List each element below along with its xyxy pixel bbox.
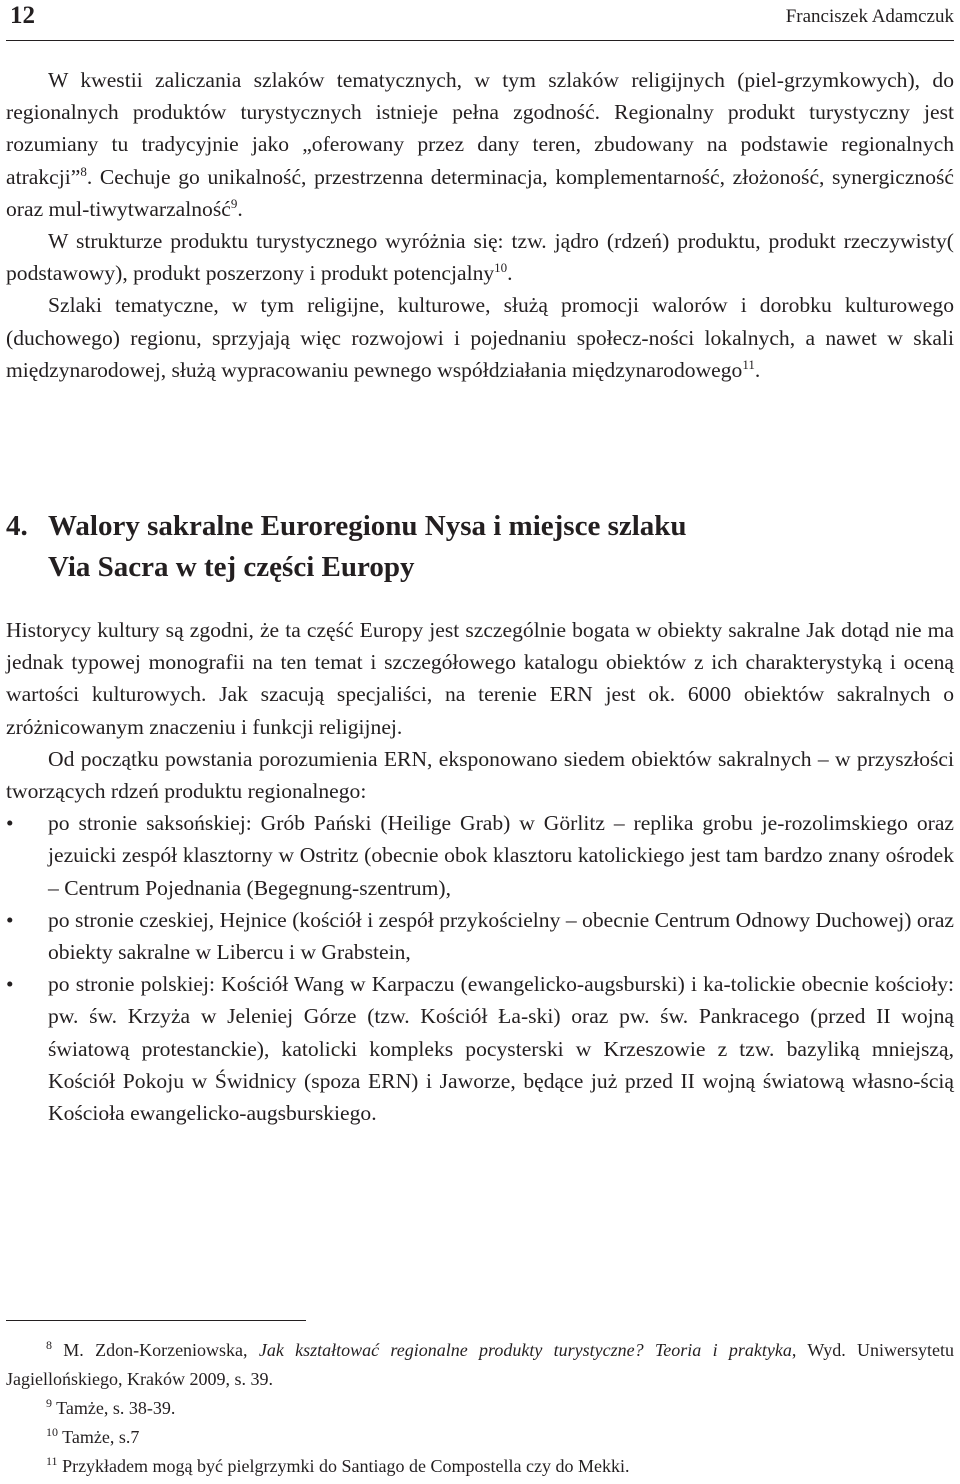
footnote-ref-11[interactable]: 11: [742, 356, 755, 372]
section-number: 4.: [6, 510, 28, 542]
page-header: [6, 0, 954, 41]
footnote-ref-9[interactable]: 9: [230, 195, 238, 211]
section-heading: [6, 506, 954, 588]
list-item: • po stronie czeskiej, Hejnice (kościół i zespół przykościelny – obecnie Centrum Odnowy Duchowej) oraz obiekty sakralne w Libercu i w Grabstein,: [6, 904, 954, 968]
footnote-book-title: Jak kształtować regionalne produkty turystyczne? Teoria i praktyka: [258, 1340, 792, 1360]
list-item: • po stronie polskiej: Kościół Wang w Karpaczu (ewangelicko-augsburski) i ka-tolickie obecnie kościoły: pw. św. Krzyża w Jeleniej Górze (tzw. Kościół Ła-ski) oraz pw. św. Pankracego (przed II wojną światową protestanckie), katolicki kompleks pocysterski w Krzeszowie z tzw. bazyliką mniejszą, Kościół Pokoju w Świdnicy (spoza ERN) i Jaworze, będące już przed II wojną światową własno-ścią Kościoła ewangelicko-augsburskiego.: [6, 968, 954, 1129]
list-item: • po stronie saksońskiej: Grób Pański (Heilige Grab) w Görlitz – replika grobu je-rozolimskiego oraz jezuicki zespół klasztorny w Ostritz (obecnie obok klasztoru katolickiego jest tam bardzo znany ośrodek – Centrum Pojednania (Begegnung-szentrum),: [6, 807, 954, 904]
bullet-list: [6, 807, 954, 1129]
paragraph-product-structure: W strukturze produktu turystycznego wyróżnia się: tzw. jądro (rdzeń) produktu, produkt rzeczywisty( podstawowy), produkt poszerzony i produkt potencjalny$^{10}$.: [6, 229, 954, 286]
paragraph-historians: Historycy kultury są zgodni, że ta część Europy jest szczególnie bogata w obiekty sakralne Jak dotąd nie ma jednak typowej monografii na ten temat i szczegółowego katalogu obiektów z ich charakterystyką i oceną wartości kulturowych. Jak szacują specjaliści, na terenie ERN jest ok. 6000 obiektów sakralnych o zróżnicowanym znaczeniu i funkcji religijnej.: [6, 618, 954, 739]
footnote-8: $^8$ M. Zdon-Korzeniowska, Jak kształtować regionalne produkty turystyczne? Teoria i praktyka, Wyd. Uniwersytetu Jagiellońskiego, Kraków 2009, s. 39.: [6, 1338, 954, 1389]
section-title-line1: Walory sakralne Euroregionu Nysa i miejsce szlaku: [48, 510, 687, 542]
paragraph-thematic-trails: Szlaki tematyczne, w tym religijne, kulturowe, służą promocji walorów i dorobku kulturowego (duchowego) regionu, sprzyjają więc rozwojowi i pojednaniu społecz-ności lokalnych, a nawet w skali międzynarodowej, służą wypracowaniu pewnego współdziałania międzynarodowego$^{11}$.: [6, 293, 954, 382]
bullet-marker: •: [6, 811, 14, 836]
paragraph-seven-objects: Od początku powstania porozumienia ERN, eksponowano siedem obiektów sakralnych – w przyszłości tworzących rdzeń produktu regionalnego:: [6, 746, 954, 804]
footnote-ref-8[interactable]: 8: [80, 163, 87, 179]
footnotes: [6, 1336, 954, 1481]
bullet-marker: •: [6, 907, 14, 932]
body-text: [6, 64, 954, 386]
paragraph-product-definition: W kwestii zaliczania szlaków tematycznych, w tym szlaków religijnych (piel-grzymkowych), do regionalnych produktów turystycznych istnieje pełna zgodność. Regionalny produkt turystyczny jest rozumiany tu tradycyjnie jako „oferowany przez dany teren, zbudowany na podstawie regionalnych atrakcji”$^8$. Cechuje go unikalność, przestrzenna determinacja, komplementarność, złożoność, synergiczność oraz mul-tiwytwarzalność$^9$.: [6, 68, 954, 221]
footnote-9: $^9$ Tamże, s. 38-39.: [46, 1396, 176, 1418]
bullet-marker: •: [6, 972, 14, 997]
section-title-line2: Via Sacra w tej części Europy: [48, 551, 415, 583]
footnote-11: $^{11}$ Przykładem mogą być pielgrzymki do Santiago de Compostella czy do Mekki.: [46, 1454, 630, 1476]
footnote-10: $^{10}$ Tamże, s.7: [46, 1425, 140, 1447]
running-head-author: Franciszek Adamczuk: [785, 6, 954, 27]
footnote-divider: [6, 1320, 306, 1321]
footnote-ref-10[interactable]: 10: [494, 260, 508, 276]
section-body: [6, 614, 954, 1129]
page-number: 12: [10, 2, 35, 29]
